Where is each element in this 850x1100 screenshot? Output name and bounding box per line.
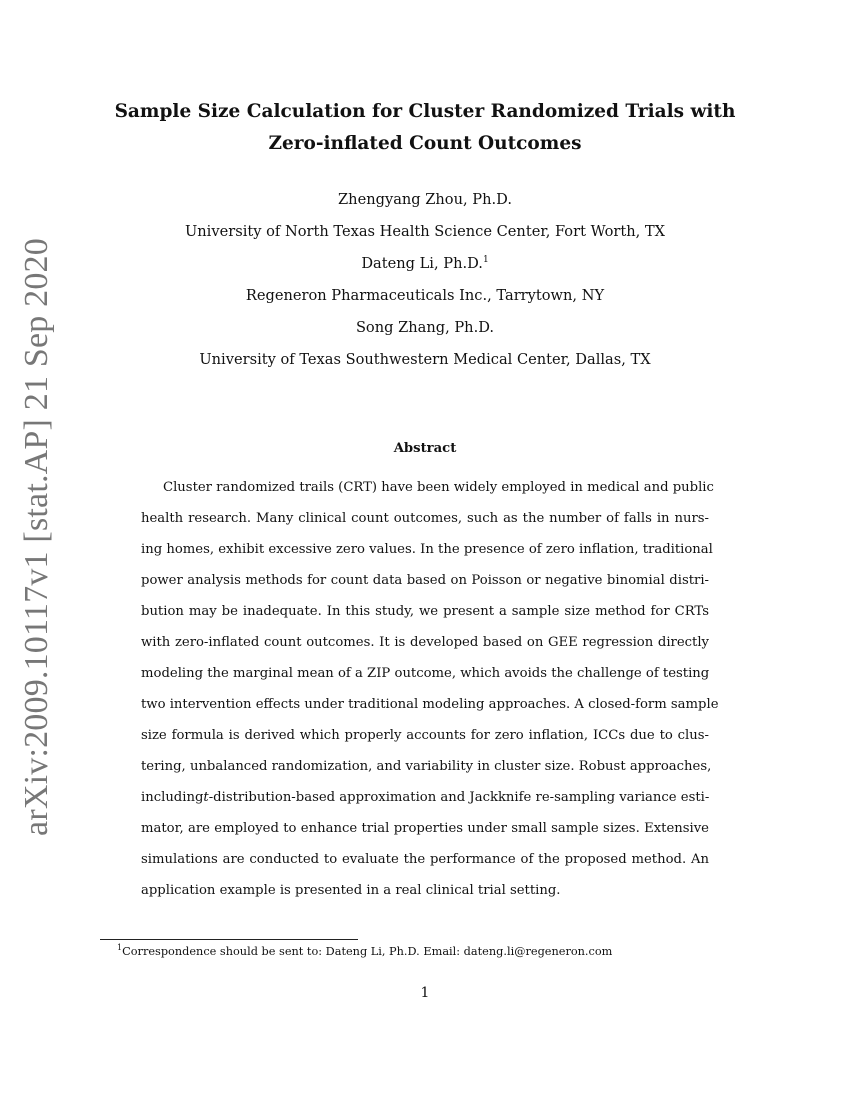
abstract-line: Cluster randomized trails (CRT) have been widely employed in medical and public	[163, 480, 714, 495]
author-affiliation: Regeneron Pharmaceuticals Inc., Tarrytown, NY	[245, 287, 605, 304]
abstract-line: health research. Many clinical count outcomes, such as the number of falls in nurs-	[141, 511, 709, 526]
footnote-text: Correspondence should be sent to: Dateng Li, Ph.D. Email: dateng.li@regeneron.com	[122, 945, 613, 958]
abstract-line: size formula is derived which properly accounts for zero inflation, ICCs due to clus-	[141, 728, 709, 743]
abstract-line: ing homes, exhibit excessive zero values. In the presence of zero inflation, traditional	[141, 542, 713, 557]
footnote	[117, 945, 612, 958]
title-line-2: Zero-inflated Count Outcomes	[268, 133, 582, 154]
abstract-line: simulations are conducted to evaluate the performance of the proposed method. An	[141, 852, 709, 867]
abstract-heading: Abstract	[393, 441, 457, 456]
author-affiliation: University of North Texas Health Science Center, Fort Worth, TX	[184, 223, 666, 240]
author-name: Zhengyang Zhou, Ph.D.	[338, 191, 512, 208]
footnote-divider	[100, 939, 358, 940]
arxiv-identifier-stamp: arXiv:2009.10117v1 [stat.AP] 21 Sep 2020	[18, 238, 55, 836]
abstract-line: including t-distribution-based approximation and Jackknife re-sampling variance esti-	[141, 790, 710, 805]
abstract-body	[141, 472, 719, 906]
footnote-marker: 1	[482, 255, 489, 265]
author-affiliation: University of Texas Southwestern Medical Center, Dallas, TX	[199, 351, 651, 368]
abstract-line: application example is presented in a real clinical trial setting.	[141, 883, 561, 898]
abstract-line: with zero-inflated count outcomes. It is developed based on GEE regression directly	[141, 635, 709, 650]
paper-title	[100, 96, 750, 160]
abstract-line: mator, are employed to enhance trial properties under small sample sizes. Extensive	[141, 821, 709, 836]
author-block	[100, 184, 750, 376]
title-line-1: Sample Size Calculation for Cluster Randomized Trials with	[114, 101, 736, 122]
page-number: 1	[420, 985, 430, 1001]
abstract-line: two intervention effects under traditional modeling approaches. A closed-form sample	[141, 697, 719, 712]
author-name: Song Zhang, Ph.D.	[355, 319, 495, 336]
abstract-line: power analysis methods for count data based on Poisson or negative binomial distri-	[141, 573, 709, 588]
author-name: Dateng Li, Ph.D.$^1$	[361, 255, 489, 272]
footnote-marker: 1	[117, 943, 123, 952]
abstract-line: modeling the marginal mean of a ZIP outcome, which avoids the challenge of testing	[141, 666, 710, 681]
abstract-line: tering, unbalanced randomization, and variability in cluster size. Robust approaches,	[141, 759, 712, 774]
abstract-line: bution may be inadequate. In this study, we present a sample size method for CRTs	[141, 604, 709, 619]
